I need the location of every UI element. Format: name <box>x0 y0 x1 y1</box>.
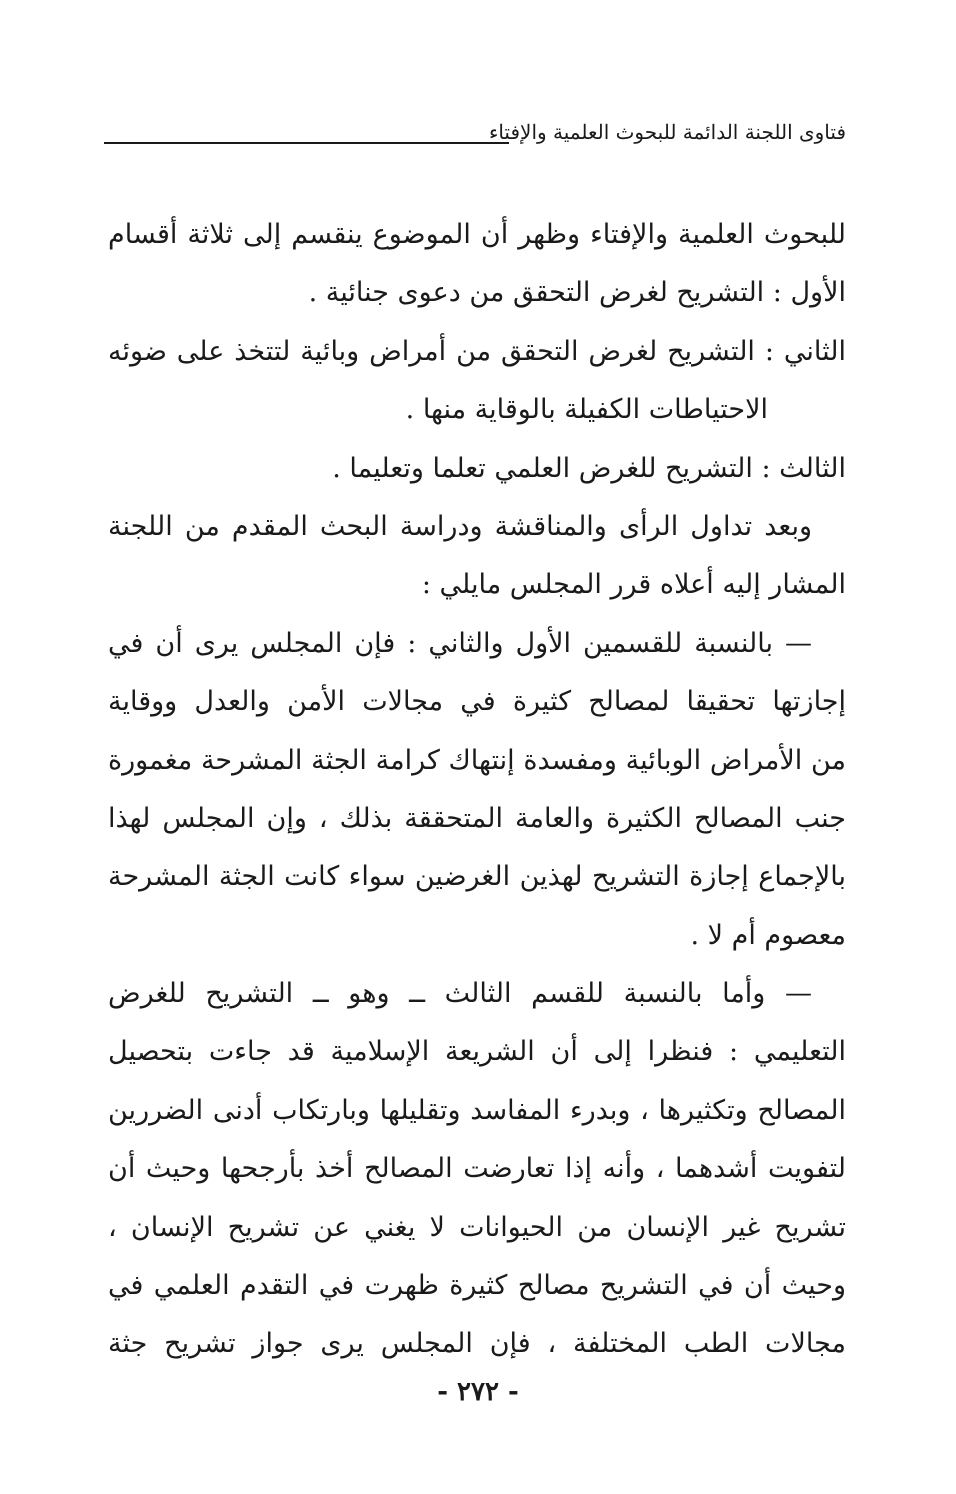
text-line: الأول : التشريح لغرض التحقق من دعوى جنائية . <box>308 277 846 309</box>
header-rule <box>104 142 509 144</box>
text-line: جنب المصالح الكثيرة والعامة المتحققة بذلك ، وإن المجلس لهذا <box>108 802 846 834</box>
text-line: المصالح وتكثيرها ، وبدرء المفاسد وتقليلها وبارتكاب أدنى الضررين <box>108 1094 846 1126</box>
text-line: الثالث : التشريح للغرض العلمي تعلما وتعليما . <box>332 452 846 484</box>
running-header-title: فتاوى اللجنة الدائمة للبحوث العلمية والإفتاء <box>488 120 846 144</box>
text-line: وبعد تداول الرأى والمناقشة ودراسة البحث المقدم من اللجنة <box>108 510 812 542</box>
text-line: الاحتياطات الكفيلة بالوقاية منها . <box>405 394 768 426</box>
text-line: — وأما بالنسبة للقسم الثالث ــ وهو ــ التشريح للغرض <box>108 978 812 1010</box>
text-line: مجالات الطب المختلفة ، فإن المجلس يرى جواز تشريح جثة <box>108 1328 846 1360</box>
text-line: التعليمي : فنظرا إلى أن الشريعة الإسلامية قد جاءت بتحصيل <box>108 1036 846 1068</box>
text-line: لتفويت أشدهما ، وأنه إذا تعارضت المصالح أخذ بأرجحها وحيث أن <box>108 1153 846 1185</box>
text-line: الثاني : التشريح لغرض التحقق من أمراض وبائية لتتخذ على ضوئه <box>108 335 846 367</box>
text-line: من الأمراض الوبائية ومفسدة إنتهاك كرامة الجثة المشرحة مغمورة <box>108 744 846 776</box>
page-number: - ٢٧٢ - <box>437 1377 519 1407</box>
text-line: بالإجماع إجازة التشريح لهذين الغرضين سواء كانت الجثة المشرحة <box>108 861 846 893</box>
text-line: وحيث أن في التشريح مصالح كثيرة ظهرت في التقدم العلمي في <box>108 1270 846 1302</box>
running-header <box>104 112 846 156</box>
text-line: — بالنسبة للقسمين الأول والثاني : فإن المجلس يرى أن في <box>108 627 812 659</box>
text-line: المشار إليه أعلاه قرر المجلس مايلي : <box>421 569 846 601</box>
body-text <box>108 206 846 1374</box>
text-line: تشريح غير الإنسان من الحيوانات لا يغني عن تشريح الإنسان ، <box>108 1211 846 1243</box>
text-line: معصوم أم لا . <box>690 919 846 951</box>
text-line: للبحوث العلمية والإفتاء وظهر أن الموضوع ينقسم إلى ثلاثة أقسام <box>108 219 846 250</box>
text-line: إجازتها تحقيقا لمصالح كثيرة في مجالات الأمن والعدل ووقاية <box>108 686 846 718</box>
